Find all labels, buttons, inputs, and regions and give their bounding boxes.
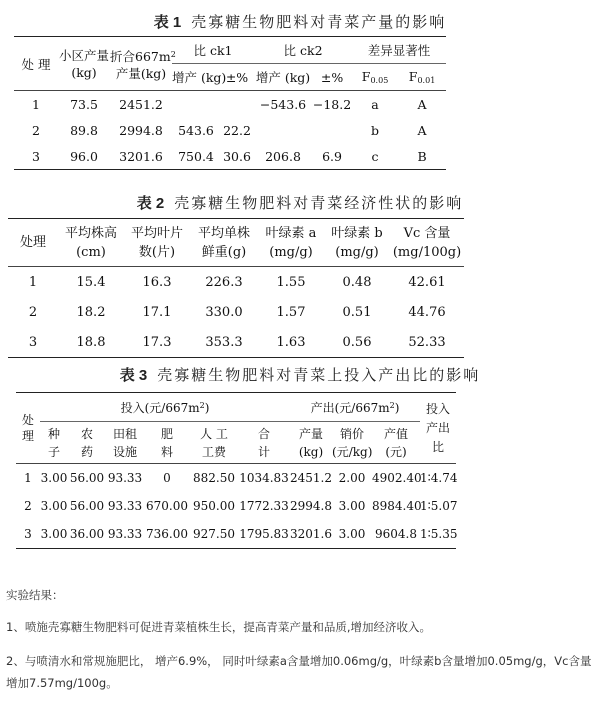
t1-header-process: 处 理 — [14, 37, 58, 91]
t1-header-plot-yield: 小区产量(kg) — [58, 37, 110, 91]
t3-header-ratio: 投入 产出 比 — [420, 393, 456, 464]
table2-title: 壳寡糖生物肥料对青菜经济性状的影响 — [174, 194, 464, 212]
table1-number: 表 1 — [153, 14, 182, 31]
results-item-1: 1、喷施壳寡糖生物肥料可促进青菜植株生长，提高青菜产量和品质,增加经济收入。 — [6, 620, 431, 634]
table3 — [16, 392, 456, 549]
t1-header-ck2-pct: ±% — [312, 64, 352, 91]
t3-header-seed: 种 子 — [47, 426, 60, 459]
t1-header-f005: $F_{0.05}$ — [352, 64, 398, 91]
table3-title: 壳寡糖生物肥料对青菜上投入产出比的影响 — [157, 366, 481, 384]
t2-header-vc: Vc 含量 (mg/100g) — [392, 225, 462, 260]
table-row: 3 18.8 17.3 353.3 1.63 0.56 52.33 — [8, 327, 464, 358]
t2-header-process: 处理 — [19, 235, 46, 250]
table-row: 3 3.00 36.00 93.33 736.00 927.50 1795.83 3201.6 3.00 9604.8 1∶5.35 — [16, 520, 456, 549]
t3-header-total: 合 计 — [258, 426, 271, 459]
table-row: 2 18.2 17.1 330.0 1.57 0.51 44.76 — [28, 304, 446, 320]
t3-header-input: 投入(元$/667m^2$) — [40, 393, 290, 422]
table-row: 3 96.0 3201.6 750.4 30.6 206.8 6.9 c B — [14, 143, 446, 170]
t1-header-ck1-pct: ±% — [220, 64, 254, 91]
t3-header-value: 产值 (元) — [384, 426, 409, 459]
t2-header-chlorophyll-b: 叶绿素 b (mg/g) — [331, 225, 383, 260]
table-row: 1 15.4 16.3 226.3 1.55 0.48 42.61 — [28, 274, 446, 290]
t2-header-leaves: 平均叶片 数(片) — [130, 225, 183, 260]
table-row: 2 3.00 56.00 93.33 670.00 950.00 1772.33 2994.8 3.00 8984.40 1∶5.07 — [24, 499, 458, 513]
t3-header-yield: 产量 (kg) — [298, 426, 324, 459]
t1-header-converted-yield: 折合$667m^2$ 产量(kg) — [110, 37, 172, 91]
t1-header-ck2: 比 ck2 — [254, 37, 352, 64]
t1-header-ck1: 比 ck1 — [172, 37, 254, 64]
table2 — [8, 218, 464, 358]
table1-title: 壳寡糖生物肥料对青菜产量的影响 — [191, 13, 447, 31]
table-row: 2 89.8 2994.8 543.6 22.2 b A — [32, 122, 427, 138]
table2-number: 表 2 — [136, 195, 165, 212]
t3-header-price: 销价 (元/kg) — [332, 426, 373, 459]
table1-caption — [0, 11, 600, 32]
results-item-2: 2、与喷清水和常规施肥比， 增产6.9%， 同时叶绿素a含量增加0.06mg/g，叶绿素b含量增加0.05mg/g，Vc含量增加7.57mg/100g。 — [6, 654, 592, 690]
t1-header-ck2-increase: 增产 (kg) — [254, 64, 312, 91]
table3-number: 表 3 — [119, 367, 148, 384]
t1-header-ck1-increase: 增产 (kg) — [172, 64, 220, 91]
t3-header-pesticide: 农 药 — [80, 426, 93, 459]
table-row: 1 3.00 56.00 93.33 0 882.50 1034.83 2451.2 2.00 4902.40 1∶4.74 — [24, 471, 458, 485]
table3-caption — [0, 364, 600, 385]
t3-header-labor: 人 工 工费 — [200, 426, 228, 459]
t3-header-process: 处 理 — [16, 393, 40, 464]
t2-header-height: 平均株高 (cm) — [64, 225, 117, 260]
t3-header-output: 产出(元$/667m^2$) — [290, 393, 420, 422]
t1-header-f001: $F_{0.01}$ — [398, 64, 446, 91]
t2-header-chlorophyll-a: 叶绿素 a (mg/g) — [265, 225, 317, 260]
t3-header-rent: 田租 设施 — [112, 426, 137, 459]
table-row: 1 73.5 2451.2 −543.6 −18.2 a A — [32, 96, 427, 112]
results-heading: 实验结果： — [6, 588, 64, 602]
t3-header-fertilizer: 肥 料 — [160, 426, 173, 459]
t2-header-fresh-weight: 平均单株 鲜重(g) — [197, 225, 250, 260]
t1-header-significance: 差异显著性 — [352, 37, 446, 64]
table1 — [14, 36, 446, 170]
table2-caption — [0, 192, 600, 213]
